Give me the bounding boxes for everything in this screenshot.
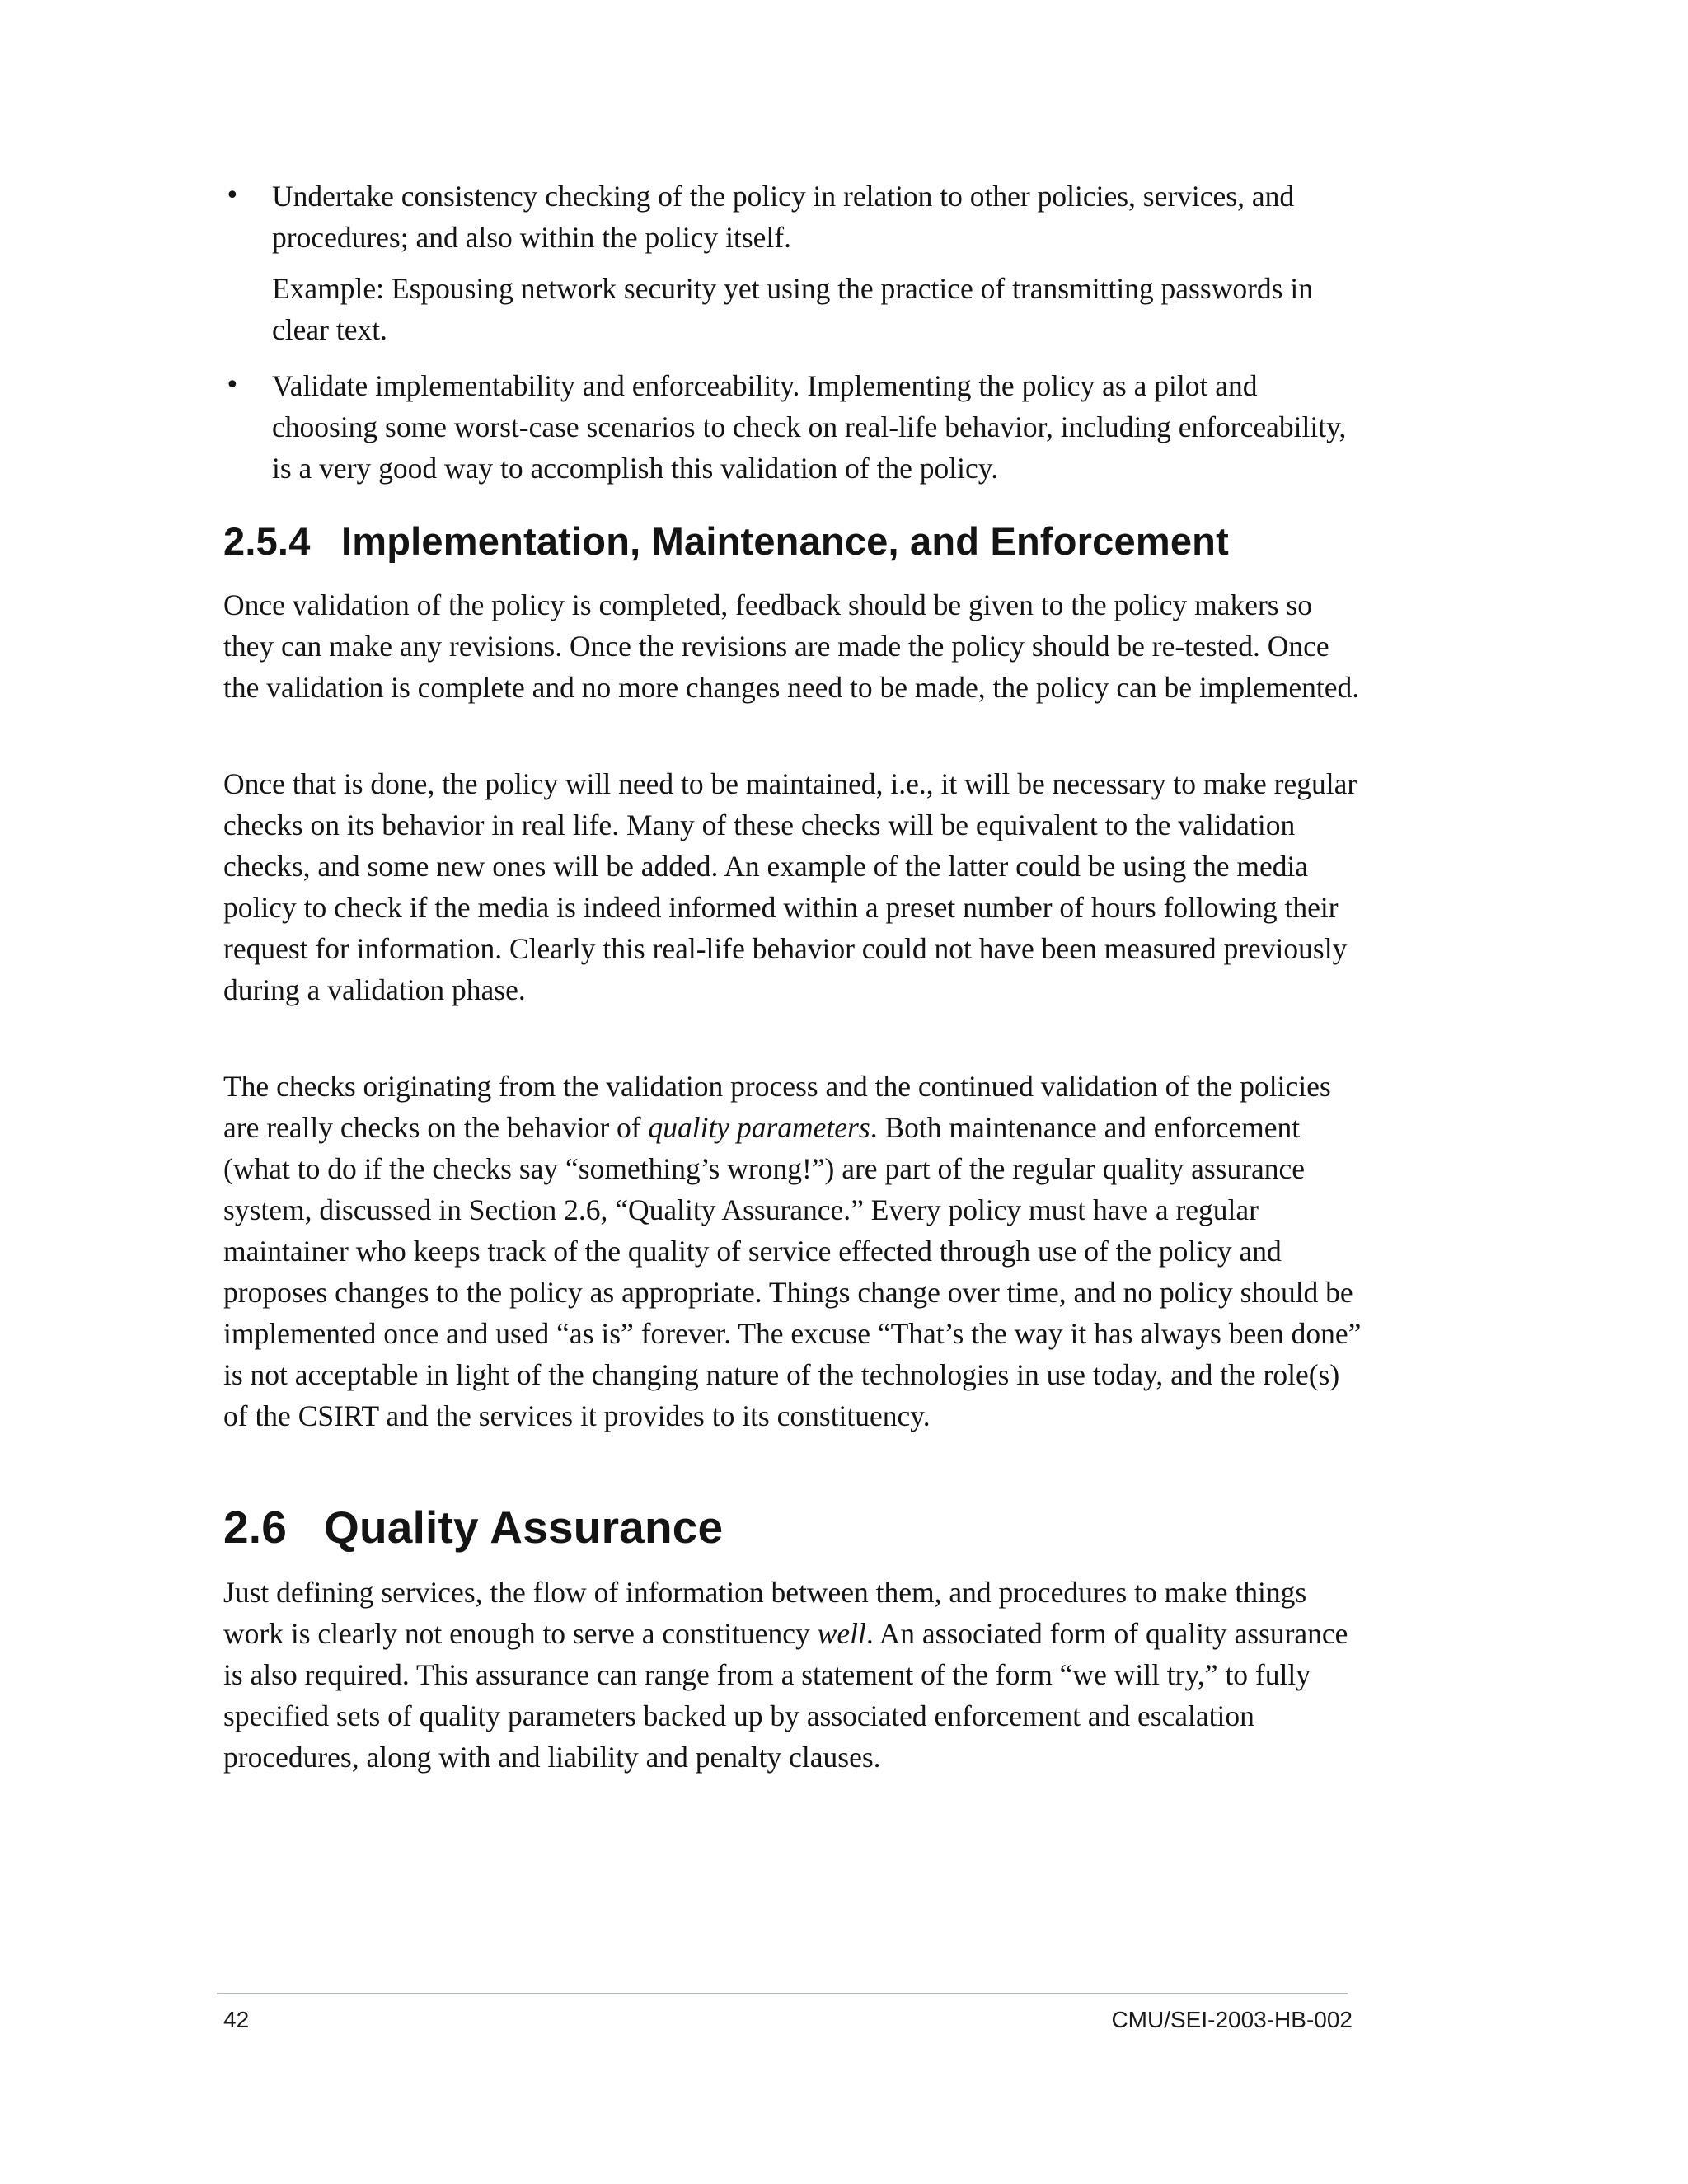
paragraph: Once validation of the policy is completed, feedback should be given to the policy makers so they can make any revisions. Once the revisions are made the policy should be re-tested. Once the validation is complete and no more changes need to be made, the policy can be implemented. — [223, 588, 1360, 704]
emphasis-text: well — [817, 1617, 866, 1650]
section-title: Implementation, Maintenance, and Enforcement — [341, 519, 1229, 563]
section-number: 2.6 — [223, 1502, 288, 1553]
footer-divider — [217, 1993, 1348, 1994]
paragraph: Once that is done, the policy will need to be maintained, i.e., it will be necessary to make regular checks on its behavior in real life. Many of these checks will be equivalent to the validation checks, and some new ones will be added. An example of the latter could be using the media policy to check if the media is indeed informed within a preset number of hours following their request for information. Clearly this real-life behavior could not have been measured previously during a validation phase. — [223, 767, 1357, 1006]
bullet-example: Example: Espousing network security yet using the practice of transmitting passwords in clear text. — [272, 272, 1313, 346]
section-heading-2-5-4 — [223, 517, 1364, 566]
page-number: 42 — [223, 2007, 250, 2032]
bullet-item-consistency — [223, 176, 1364, 350]
paragraph — [223, 1572, 1364, 1778]
bullet-list — [223, 176, 1364, 489]
page-content — [223, 176, 1364, 1778]
paragraph-text: The checks originating from the validation process and the continued validation of the policies are really checks on the behavior of — [223, 1070, 1331, 1144]
bullet-icon: • — [225, 371, 240, 400]
paragraph-text: Just defining services, the flow of information between them, and procedures to make things work is clearly not enough to serve a constituency — [223, 1576, 1307, 1650]
paragraph-text: . An associated form of quality assurance is also required. This assurance can range from a statement of the form “we will try,” to fully specified sets of quality parameters backed up by associated enforcement and escalation procedures, along with and liability and penalty clauses. — [223, 1617, 1348, 1774]
section-number: 2.5.4 — [223, 519, 311, 563]
emphasis-text: quality parameters — [648, 1111, 870, 1144]
bullet-text: Validate implementability and enforceability. Implementing the policy as a pilot and choosing some worst-case scenarios to check on real-life behavior, including enforceability, is a very good way to accomplish this validation of the policy. — [272, 369, 1347, 485]
section-title: Quality Assurance — [324, 1502, 724, 1553]
paragraph — [223, 1066, 1364, 1436]
document-id: CMU/SEI-2003-HB-002 — [1111, 2007, 1353, 2032]
bullet-text: Undertake consistency checking of the policy in relation to other policies, services, and procedures; and also within the policy itself. — [272, 180, 1295, 254]
paragraph-text: . Both maintenance and enforcement (what to do if the checks say “something’s wrong!”) are part of the regular quality assurance system, discussed in Section 2.6, “Quality Assurance.” Every policy must have a regular maintainer who keeps track of the quality of service effected through use of the policy and proposes changes to the policy as appropriate. Things change over time, and no policy should be implemented once and used “as is” forever. The excuse “That’s the way it has always been done” is not acceptable in light of the changing nature of the technologies in use today, and the role(s) of the CSIRT and the services it provides to its constituency. — [223, 1111, 1362, 1432]
section-heading-2-6 — [223, 1499, 1364, 1555]
bullet-item-validate — [223, 365, 1364, 489]
bullet-icon: • — [225, 181, 240, 210]
